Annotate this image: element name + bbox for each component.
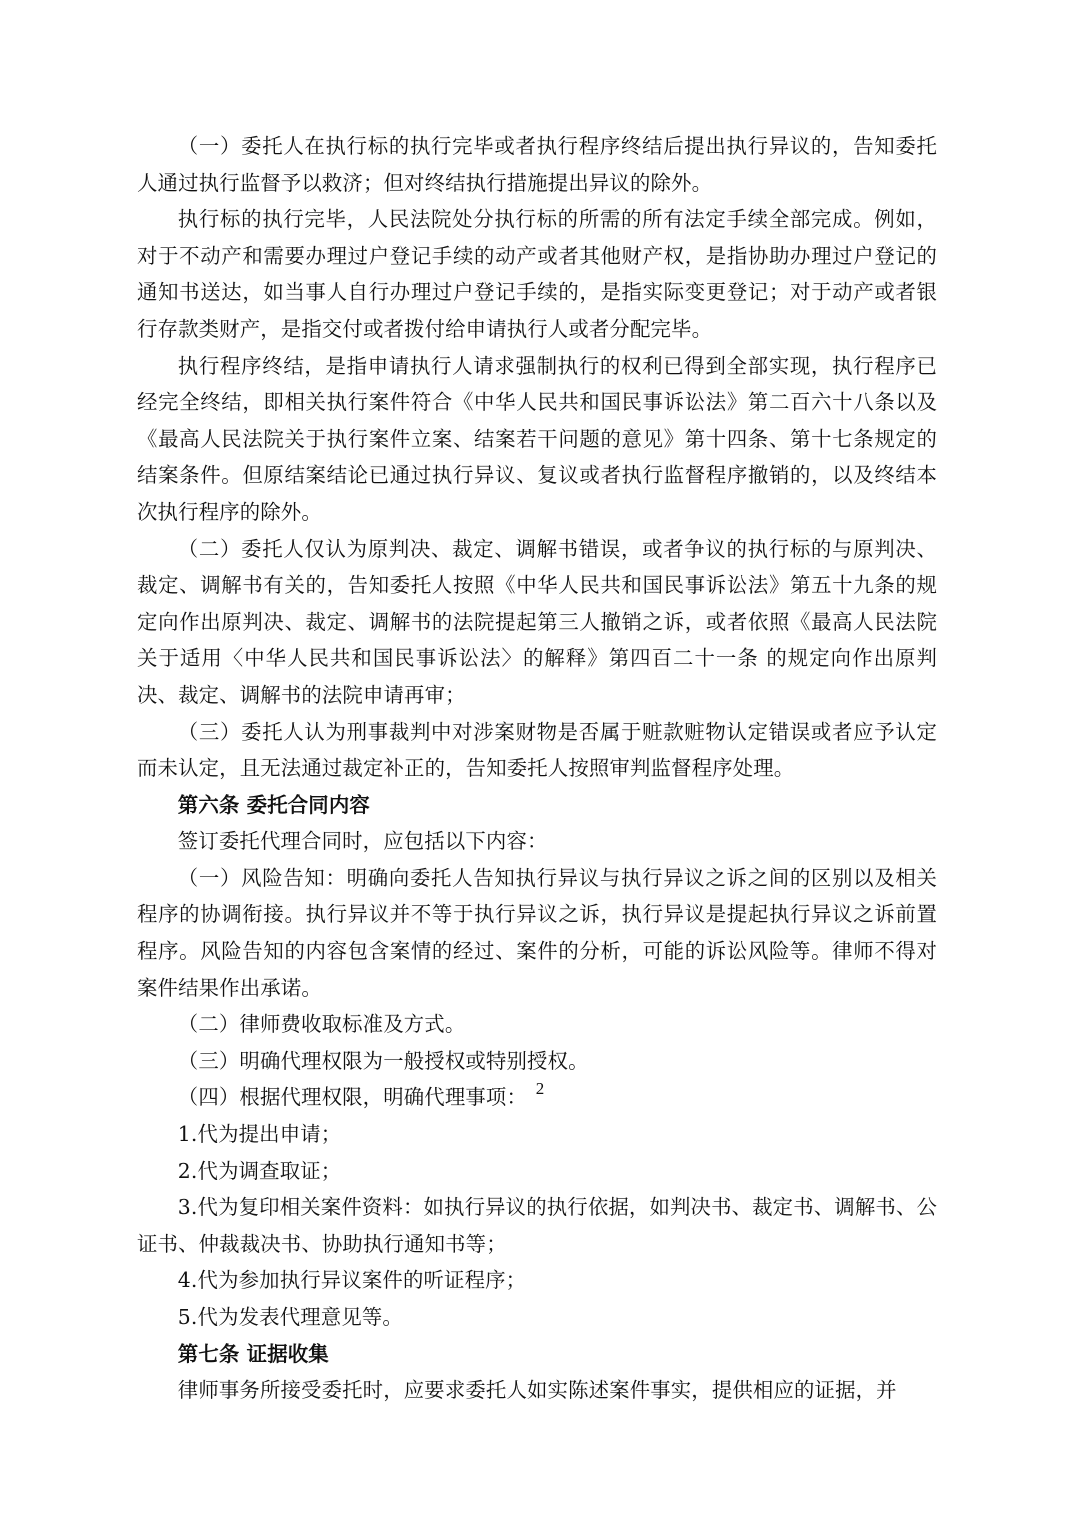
page-number: 2	[535, 1079, 545, 1098]
paragraph: （二）委托人仅认为原判决、裁定、调解书错误，或者争议的执行标的与原判决、裁定、调解书有关的，告知委托人按照《中华人民共和国民事诉讼法》第五十九条的规定向作出原判决、裁定、调解书的法院提起第三人撤销之诉，或者依照《最高人民法院关于适用〈中华人民共和国民事诉讼法〉的解释》第四百二十一条 的规定向作出原判决、裁定、调解书的法院申请再审；	[137, 536, 937, 707]
list-item: 5.代为发表代理意见等。	[177, 1305, 403, 1329]
paragraph: 律师事务所接受委托时，应要求委托人如实陈述案件事实，提供相应的证据，并	[177, 1378, 897, 1403]
paragraph: （三）明确代理权限为一般授权或特别授权。	[177, 1048, 589, 1073]
paragraph: 执行标的执行完毕，人民法院处分执行标的所需的所有法定手续全部完成。例如，对于不动产和需要办理过户登记手续的动产或者其他财产权，是指协助办理过户登记的通知书送达，如当事人自行办理过户登记手续的，是指实际变更登记；对于动产或者银行存款类财产，是指交付或者拨付给申请执行人或者分配完毕。	[137, 207, 937, 341]
list-item: 4.代为参加执行异议案件的听证程序；	[177, 1268, 527, 1293]
document-body	[137, 128, 937, 1409]
paragraph: （一）风险告知：明确向委托人告知执行异议与执行异议之诉之间的区别以及相关程序的协调衔接。执行异议并不等于执行异议之诉，执行异议是提起执行异议之诉前置程序。风险告知的内容包含案情的经过、案件的分析，可能的诉讼风险等。律师不得对案件结果作出承诺。	[137, 865, 937, 1000]
list-item: 1.代为提出申请；	[177, 1122, 342, 1147]
paragraph: （三）委托人认为刑事裁判中对涉案财物是否属于赃款赃物认定错误或者应予认定而未认定，且无法通过裁定补正的，告知委托人按照审判监督程序处理。	[137, 719, 937, 781]
paragraph: 签订委托代理合同时，应包括以下内容：	[177, 829, 548, 854]
section-heading: 第六条 委托合同内容	[177, 792, 370, 817]
paragraph: 执行程序终结，是指申请执行人请求强制执行的权利已得到全部实现，执行程序已经完全终结，即相关执行案件符合《中华人民共和国民事诉讼法》第二百六十八条以及《最高人民法院关于执行案件立案、结案若干问题的意见》第十四条、第十七条规定的结案条件。但原结案结论已通过执行异议、复议或者执行监督程序撤销的，以及终结本次执行程序的除外。	[137, 353, 937, 524]
section-heading: 第七条 证据收集	[177, 1341, 329, 1366]
list-item: 3.代为复印相关案件资料：如执行异议的执行依据，如判决书、裁定书、调解书、公证书、仲裁裁决书、协助执行通知书等；	[137, 1195, 938, 1256]
list-item: 2.代为调查取证；	[177, 1158, 342, 1183]
paragraph: （二）律师费收取标准及方式。	[177, 1012, 466, 1037]
paragraph: （一）委托人在执行标的执行完毕或者执行程序终结后提出执行异议的，告知委托人通过执行监督予以救济；但对终结执行措施提出异议的除外。	[137, 134, 937, 195]
paragraph: （四）根据代理权限，明确代理事项：	[177, 1085, 527, 1110]
